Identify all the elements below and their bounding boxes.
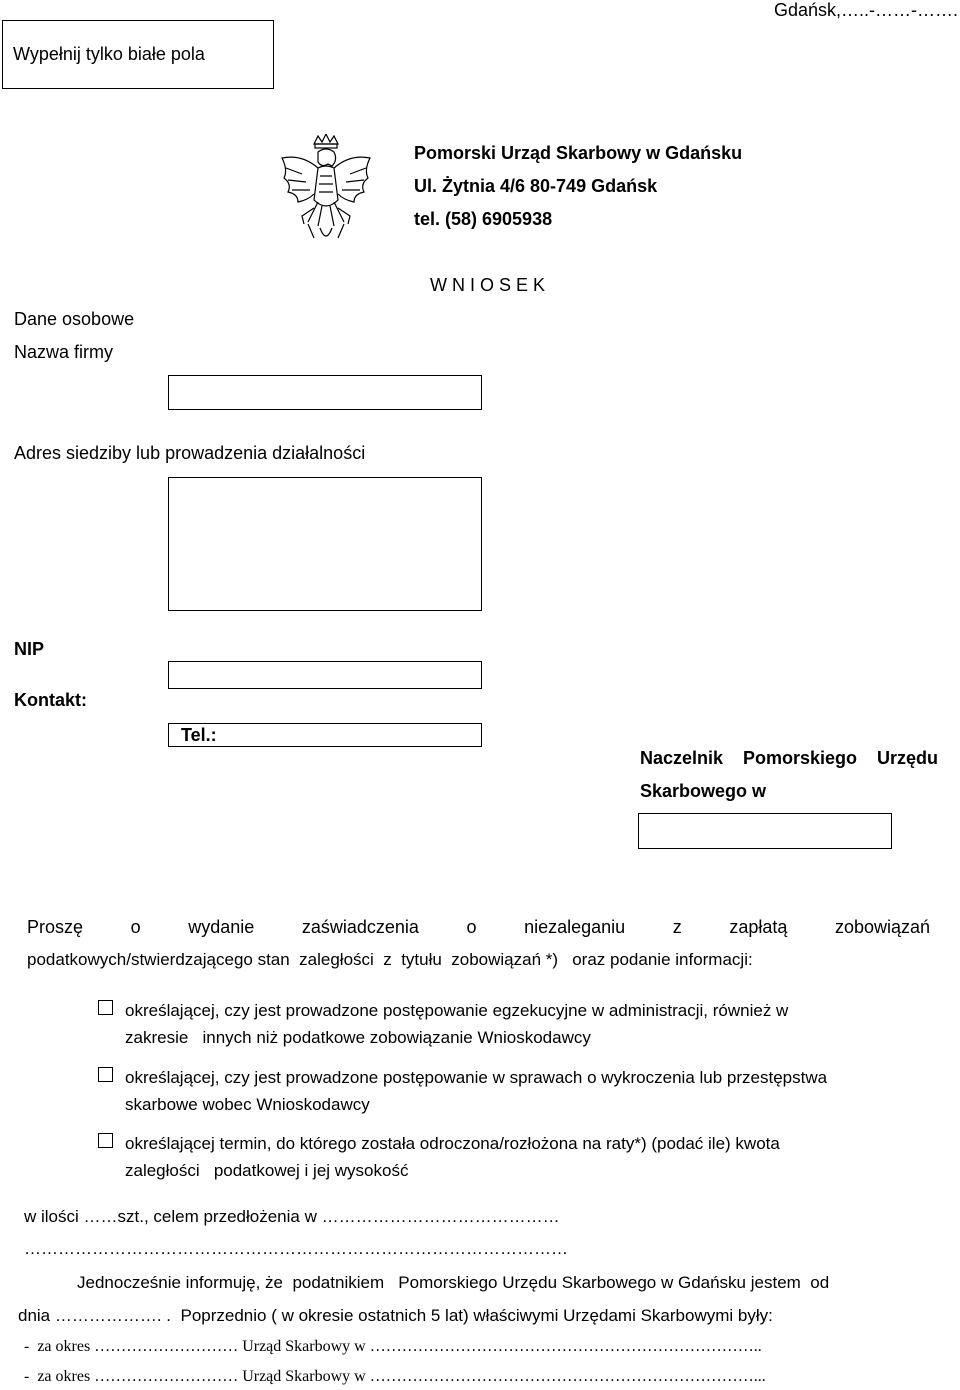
recipient-office-field[interactable] (638, 813, 892, 849)
office-name: Pomorski Urząd Skarbowy w Gdańsku (414, 143, 743, 163)
nip-field[interactable] (168, 661, 482, 689)
request-word: zobowiązań (834, 917, 930, 937)
document-title: W N I O S E K (430, 275, 546, 295)
quantity-line: w ilości ……szt., celem przedłożenia w …………………………………… (24, 1207, 560, 1226)
recipient-line-1 (640, 748, 938, 769)
request-word: niezaleganiu (524, 917, 626, 937)
option-1-line-1: określającej, czy jest prowadzone postępowanie egzekucyjne w administracji, również w (125, 1001, 789, 1020)
place-date-line: Gdańsk,…..-……-……. (773, 0, 958, 20)
inform-line: Jednocześnie informuję, że podatnikiem Pomorskiego Urzędu Skarbowego w Gdańsku jestem od (77, 1273, 830, 1292)
personal-data-label: Dane osobowe (14, 309, 135, 329)
eagle-emblem-icon (278, 134, 374, 246)
request-word: z (672, 917, 682, 937)
request-word: zaświadczenia (301, 917, 419, 937)
since-line: dnia ………………. . Poprzednio ( w okresie ostatnich 5 lat) właściwymi Urzędami Skarbowymi były: (18, 1306, 773, 1325)
instruction-box (2, 20, 274, 89)
request-word: wydanie (188, 917, 255, 937)
option-2-checkbox[interactable] (98, 1067, 113, 1082)
contact-label: Kontakt: (14, 690, 87, 710)
recipient-word: Naczelnik (640, 748, 724, 768)
option-1-line-2: zakresie innych niż podatkowe zobowiązanie Wnioskodawcy (125, 1028, 591, 1047)
request-line-1 (27, 917, 930, 938)
option-3-line-2: zaległości podatkowej i jej wysokość (125, 1161, 409, 1180)
office-street: Ul. Żytnia 4/6 80-749 Gdańsk (414, 176, 658, 196)
option-2-line-1: określającej, czy jest prowadzone postępowanie w sprawach o wykroczenia lub przestępstwa (125, 1068, 828, 1087)
option-3-checkbox[interactable] (98, 1133, 113, 1148)
previous-office-line-1: - za okres ……………………… Urząd Skarbowy w ……………………………………………………………….. (24, 1338, 762, 1355)
instruction-text: Wypełnij tylko białe pola (13, 44, 205, 64)
option-2-line-2: skarbowe wobec Wnioskodawcy (125, 1095, 370, 1114)
nip-label: NIP (14, 639, 45, 659)
recipient-word: Pomorskiego (743, 748, 858, 768)
previous-office-line-2: - za okres ……………………… Urząd Skarbowy w ………………………………………………………………... (24, 1368, 766, 1385)
request-word: o (130, 917, 141, 937)
recipient-line-2: Skarbowego w (640, 781, 767, 801)
tel-label: Tel.: (181, 725, 217, 745)
dots-line: …………………………………………………………………………………… (24, 1239, 568, 1258)
tel-field[interactable] (168, 723, 482, 747)
company-name-label: Nazwa firmy (14, 342, 114, 362)
address-label: Adres siedziby lub prowadzenia działalności (14, 443, 366, 463)
office-phone: tel. (58) 6905938 (414, 209, 553, 229)
request-line-2: podatkowych/stwierdzającego stan zaległości z tytułu zobowiązań *) oraz podanie informacji: (27, 950, 753, 969)
request-word: Proszę (27, 917, 84, 937)
option-3-line-1: określającej termin, do którego została odroczona/rozłożona na raty*) (podać ile) kwota (125, 1134, 780, 1153)
company-name-field[interactable] (168, 375, 482, 410)
request-word: o (466, 917, 477, 937)
address-field[interactable] (168, 477, 482, 611)
option-1-checkbox[interactable] (98, 1000, 113, 1015)
request-word: zapłatą (729, 917, 788, 937)
recipient-word: Urzędu (876, 748, 938, 768)
